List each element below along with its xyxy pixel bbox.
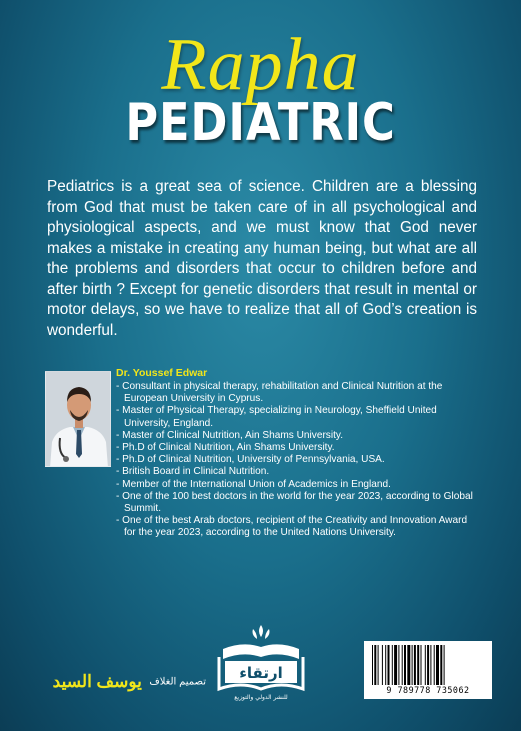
- credential-item: - One of the best Arab doctors, recipient of the Creativity and Innovation Award for the year 2023, according to the United Nations University.: [116, 515, 476, 539]
- publisher-logo-icon: [213, 623, 309, 703]
- credential-item: - Ph.D of Clinical Nutrition, Ain Shams University.: [116, 442, 476, 454]
- title-script: Rapha: [161, 24, 360, 106]
- author-portrait-icon: [46, 372, 111, 467]
- cover-blurb: Pediatrics is a great sea of science. Children are a blessing from God that must be taken care of in all psychological and physiological aspects, and we must know that God never makes a mistake in creating any human being, but what are all the problems and disorders that occur to children before and after birth ? Except for genetic disorders that result in mental or motor delays, so we have to realize that all of God’s creation is wonderful.: [47, 178, 477, 339]
- isbn-number: 9 789778 735062: [386, 685, 470, 695]
- credential-item: - One of the 100 best doctors in the world for the year 2023, according to Global Summit.: [116, 491, 476, 515]
- credential-item: - Ph.D of Clinical Nutrition, University of Pennsylvania, USA.: [116, 454, 476, 466]
- isbn-barcode: [364, 641, 492, 699]
- publisher-logo-subtext: للنشر الدولي والتوزيع: [234, 694, 288, 701]
- credential-item: - Member of the International Union of Academics in England.: [116, 479, 476, 491]
- credential-item: - British Board in Clinical Nutrition.: [116, 466, 476, 478]
- author-photo: [45, 371, 111, 467]
- author-name: Dr. Youssef Edwar: [116, 367, 208, 379]
- title-main: PEDIATRIC: [125, 93, 396, 153]
- credential-item: - Master of Clinical Nutrition, Ain Shams University.: [116, 430, 476, 442]
- cover-designer-name: يوسف السيد: [52, 672, 142, 691]
- cover-designer-credit: [26, 672, 206, 702]
- author-credentials-list: [116, 381, 476, 540]
- cover-designer-label: تصميم الغلاف: [149, 676, 206, 688]
- publisher-logo-text: ارتقاء: [239, 664, 283, 682]
- publisher-logo: [213, 623, 309, 703]
- barcode-icon: [370, 645, 486, 685]
- credential-item: - Consultant in physical therapy, rehabilitation and Clinical Nutrition at the European University in Cyprus.: [116, 381, 476, 405]
- credential-item: - Master of Physical Therapy, specializing in Neurology, Sheffield United University, England.: [116, 405, 476, 429]
